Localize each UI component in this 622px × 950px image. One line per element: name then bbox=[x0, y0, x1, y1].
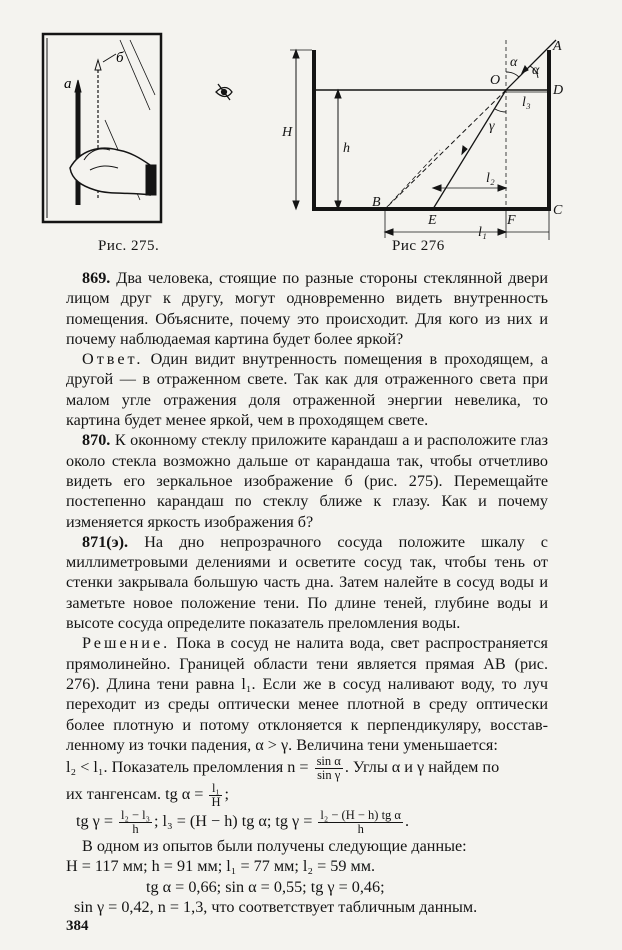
fig275-label-b: б bbox=[116, 50, 124, 66]
answer-label: Ответ. bbox=[82, 350, 144, 369]
fraction-alpha-den: H bbox=[211, 795, 221, 810]
fraction-alpha-num: l₁ bbox=[209, 782, 222, 796]
page-number: 384 bbox=[66, 918, 89, 934]
fig276-drawing bbox=[290, 40, 556, 240]
problem-870-text: К оконному стеклу приложите карандаш a и расположите глаз около стекла возможно дальше от карандаша так, чтобы отчетливо видеть его зеркальное изображение б (рис. 275). Перемещайте постепенно карандаш по стеклу ближе к глазу. Как и почему изменяется яркость изображения б? bbox=[66, 431, 548, 531]
fig276-label-E: E bbox=[428, 213, 437, 228]
fraction-gamma2 bbox=[318, 809, 403, 836]
fig276-label-F: F bbox=[507, 213, 516, 228]
figures-svg bbox=[0, 0, 622, 270]
solution-text-1: Пока в сосуд не налита вода, свет распространяется прямолинейно. Границей области тени является прямая AB (рис. 276). Длина тени равна l₁. Если же в сосуд наливают воду, то луч переходит из среды оптически менее плотной в среду оптически более плотную и потому отклоняется к перпендикуляру, восставленному из точки падения, α > γ. Величина тени уменьшается: bbox=[66, 634, 548, 754]
fig275-drawing bbox=[43, 34, 161, 222]
problem-870-number: 870. bbox=[82, 431, 111, 450]
fig276-label-alpha2: α bbox=[532, 63, 540, 78]
solution-label: Решение. bbox=[82, 634, 171, 653]
solution-line-n bbox=[66, 755, 548, 782]
fraction-n-num: sin α bbox=[316, 754, 341, 769]
fig276-label-l2: l₂ bbox=[486, 171, 495, 186]
answer-869 bbox=[66, 349, 548, 430]
eq-end: . bbox=[404, 812, 410, 831]
problem-869 bbox=[66, 268, 548, 349]
eq-lhs: tg γ = bbox=[76, 812, 118, 831]
problem-871 bbox=[66, 532, 548, 633]
figures-area bbox=[0, 0, 622, 270]
fraction-gamma-den: h bbox=[132, 822, 139, 837]
fraction-alpha bbox=[209, 782, 222, 809]
eq-l3: ; l₃ = (H − h) tg α; tg γ = bbox=[153, 812, 317, 831]
solution-text-3a: их тангенсам. tg α = bbox=[66, 785, 208, 804]
fig276-label-l1: l₁ bbox=[478, 225, 487, 240]
fig275-label-a: a bbox=[64, 76, 72, 92]
fig276-label-H: H bbox=[282, 125, 293, 140]
answer-869-text: Один видит внутренность помещения в проходящем, а другой — в отраженном свете. Так как для отраженного света при малом угле отражения доля отраженной энергии невелика, то картина будет менее яркой, чем в проходящем свете. bbox=[66, 350, 548, 430]
problem-870 bbox=[66, 430, 548, 531]
solution-text-3b: ; bbox=[224, 785, 229, 804]
data-row-1: H = 117 мм; h = 91 мм; l₁ = 77 мм; l₂ = 59 мм. bbox=[66, 857, 376, 876]
data-row-2: tg α = 0,66; sin α = 0,55; tg γ = 0,46; bbox=[146, 877, 385, 896]
page-text bbox=[66, 268, 548, 917]
problem-869-text: Два человека, стоящие по разные стороны стеклянной двери лицом друг к другу, могут одновременно видеть внутренность помещения. Объясните, почему это происходит. Для кого из них и почему наблюдаемая картина будет более яркой? bbox=[66, 269, 548, 348]
data-intro: В одном из опытов были получены следующие данные: bbox=[82, 837, 467, 856]
problem-869-number: 869. bbox=[82, 269, 111, 287]
solution-text-2b: . Углы α и γ найдем по bbox=[344, 758, 500, 777]
fig276-label-A: A bbox=[553, 39, 562, 54]
data-row-3: sin γ = 0,42, n = 1,3, что соответствует табличным данным. bbox=[74, 898, 478, 917]
fig276-label-l3: l₃ bbox=[522, 95, 531, 110]
equation-tg-gamma bbox=[66, 809, 548, 836]
fraction-gamma bbox=[119, 809, 152, 836]
fraction-n-den: sin γ bbox=[317, 768, 341, 783]
fig276-label-C: C bbox=[553, 203, 563, 218]
solution-line-tg-alpha bbox=[66, 782, 548, 809]
fraction-gamma2-den: h bbox=[357, 822, 364, 837]
fig275-caption: Рис. 275. bbox=[98, 238, 160, 254]
fig276-label-gamma: γ bbox=[489, 119, 495, 134]
fig276-label-D: D bbox=[553, 83, 564, 98]
fig276-label-h: h bbox=[343, 141, 350, 156]
fraction-gamma2-num: l₂ − (H − h) tg α bbox=[320, 808, 401, 823]
fraction-n bbox=[315, 755, 343, 782]
solution-text-2a: l₂ < l₁. Показатель преломления n = bbox=[66, 758, 313, 777]
problem-871-text: На дно непрозрачного сосуда положите шкалу с миллиметровыми делениями и осветите сосуд так, чтобы тень от стенки закрывала большую часть дна. Затем налейте в сосуд воды и заметьте новое положение тени. По длине теней, глубине воды и высоте сосуда определите показатель преломления воды. bbox=[66, 532, 548, 633]
fig276-label-B: B bbox=[372, 195, 381, 210]
solution-871 bbox=[66, 633, 548, 755]
eye-icon bbox=[216, 84, 232, 100]
fig276-label-alpha1: α bbox=[510, 55, 518, 70]
fraction-gamma-num: l₂ − l₃ bbox=[121, 808, 150, 823]
problem-871-number: 871(э). bbox=[82, 532, 129, 551]
fig276-label-O: O bbox=[490, 73, 501, 88]
fig276-caption: Рис 276 bbox=[392, 238, 445, 254]
